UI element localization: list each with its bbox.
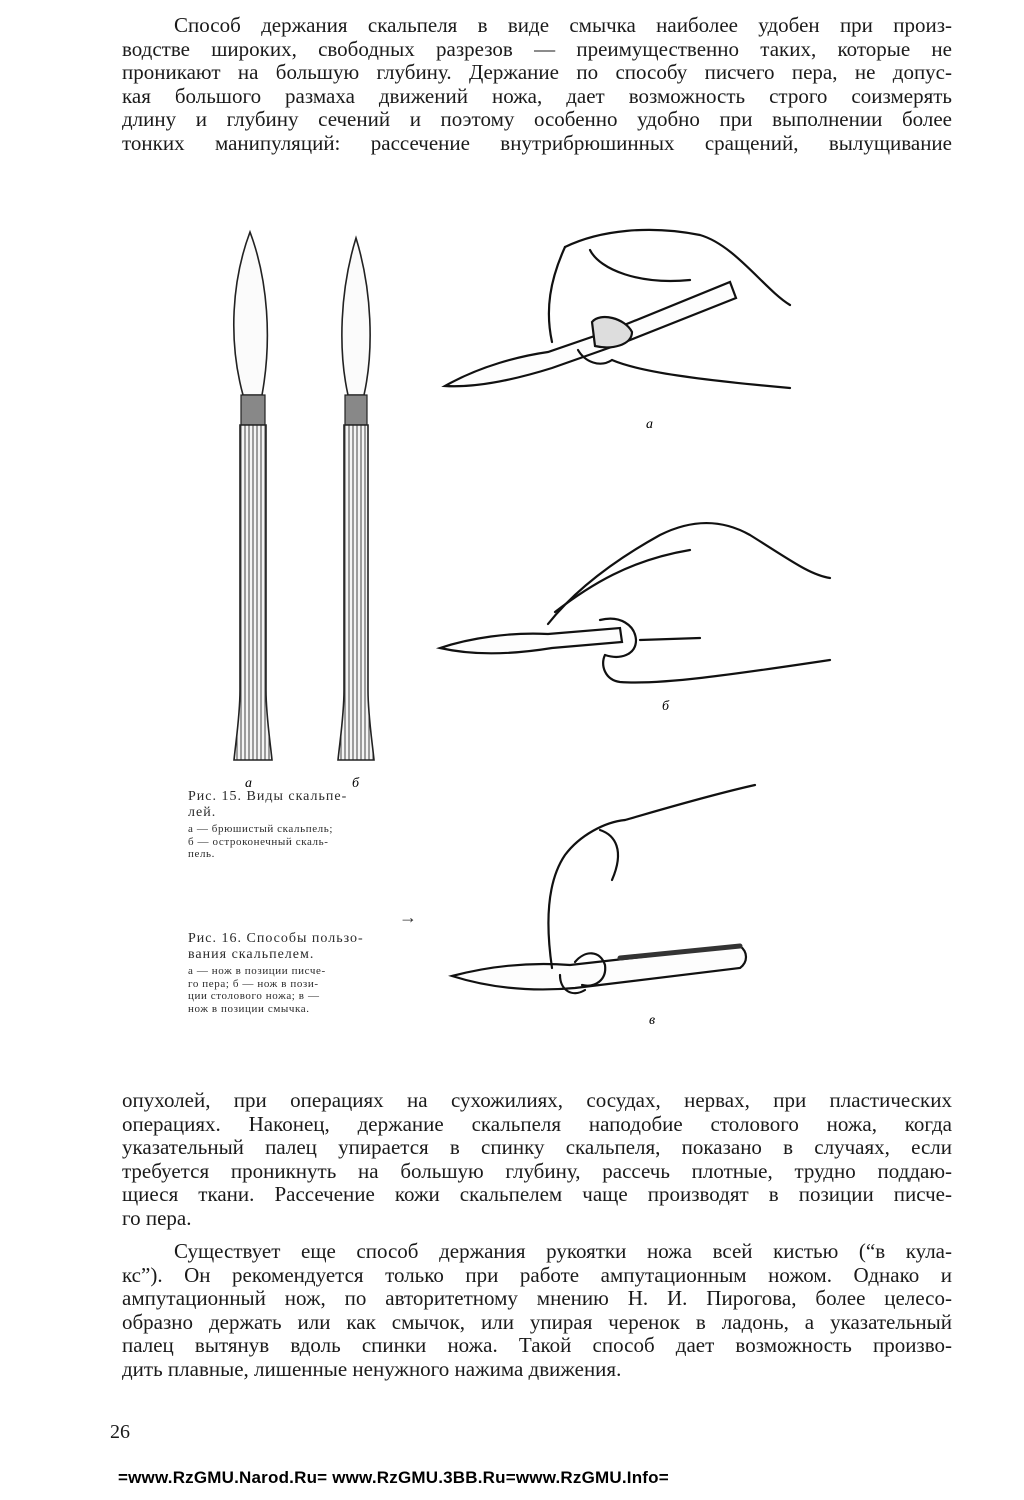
text-line: водстве широких, свободных разрезов — преимущественно таких, которые не [122,36,952,61]
text-line: требуется проникнуть на большую глубину, рассечь плотные, трудно поддаю- [122,1158,952,1183]
text-line: кая большого размаха движений ножа, дает возможность строго соизмерять [122,83,952,108]
text-line: Существует еще способ держания рукоятки ножа всей кистью (“в кула- [174,1239,952,1263]
scalpel-pointed-icon [338,238,374,760]
caption-title: Рис. 16. Способы пользо- [188,931,364,946]
caption-desc-line: пель. [188,848,216,860]
paragraph-bottom [122,1240,952,1381]
caption-fig16 [188,931,424,1015]
arrow-icon: → [399,907,417,927]
hold-label-v: в [649,1013,656,1028]
caption-title: Рис. 15. Виды скальпе- [188,789,348,804]
text-line: тонких манипуляций: рассечение внутрибрюшинных сращений, вылущивание [122,130,952,155]
caption-desc-line: нож в позиции смычка. [188,1002,310,1015]
footer-watermark: =www.RzGMU.Narod.Ru= www.RzGMU.3BB.Ru=www.RzGMU.Info= [118,1468,669,1487]
hold-label-b: б [662,699,670,714]
text-line: операциях. Наконец, держание скальпеля наподобие столового ножа, когда [122,1111,952,1136]
caption-title-cont: лей. [188,805,217,820]
text-line: ампутационный нож, по авторитетному мнению Н. И. Пирогова, более целесо- [122,1286,952,1310]
caption-desc-line: а — брюшистый скальпель; [188,823,334,835]
hand-bow-grip-icon [452,785,755,993]
text-line: Способ держания скальпеля в виде смычка наиболее удобен при произ- [174,13,952,37]
scalpel-label-b: б [352,776,360,791]
text-line: дить плавные, лишенные ненужного нажима движения. [122,1356,622,1381]
hold-label-a: а [646,417,653,432]
page-number: 26 [110,1421,130,1443]
caption-fig15 [188,789,424,861]
hand-table-knife-grip-icon [440,523,830,683]
text-line: кс”). Он рекомендуется только при работе ампутационным ножом. Однако и [122,1262,952,1287]
text-line: палец вытянув вдоль спинки ножа. Такой способ дает возможность произво- [122,1333,952,1357]
caption-desc-line: го пера; б — нож в пози- [188,977,319,990]
paragraph-middle [122,1089,952,1230]
text-line: образно держать или как смычок, или упирая черенок в ладонь, а указательный [122,1309,952,1334]
caption-title-cont: вания скальпелем. [188,947,315,962]
text-line: го пера. [122,1205,192,1230]
caption-desc-line: ции столового ножа; в — [188,990,320,1002]
text-line: длину и глубину сечений и поэтому особенно удобно при выполнении более [122,107,952,131]
text-line: опухолей, при операциях на сухожилиях, сосудах, нервах, при пластических [122,1088,952,1112]
text-line: проникают на большую глубину. Держание по способу писчего пера, не допус- [122,60,952,84]
scalpel-bellied-icon [234,232,272,760]
text-line: щиеся ткани. Рассечение кожи скальпелем чаще производят в позиции писче- [122,1182,952,1206]
text-line: указательный палец упирается в спинку скальпеля, показано в случаях, если [122,1135,952,1159]
caption-desc-line: б — остроконечный скаль- [188,835,329,848]
caption-desc-line: а — нож в позиции писче- [188,965,326,977]
scalpel-label-a: а [245,776,252,791]
hand-pen-grip-icon [445,230,790,388]
